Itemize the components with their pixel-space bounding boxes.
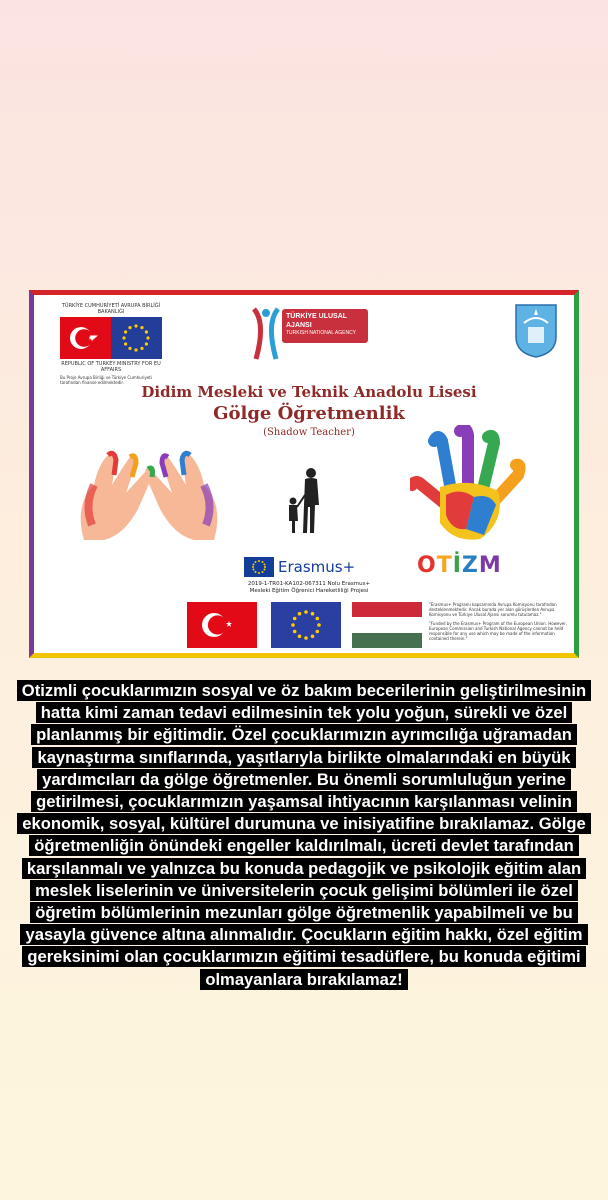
parent-child-silhouette <box>284 465 324 535</box>
eu-flag-icon <box>244 557 274 577</box>
funding-disclaimer <box>429 602 574 641</box>
agency-name: TÜRKİYE ULUSAL AJANSI <box>286 313 347 329</box>
otizm-letter-t: T <box>436 553 453 578</box>
caption-text: Otizmli çocuklarımızın sosyal ve öz bakım becerilerinin geliştirilmesinin hatta kimi zaman tedavi edilmesinin tek yolu yoğun, sürekli ve özel planlanmış bir eğitimdir. Özel çocuklarımızın ayrımcılığa uğramadan kaynaştırma sınıflarında, yaşıtlarıyla birlikte olmalarındaki en büyük yardımcıları da gölge öğretmenler. Bu önemli sorumluluğun yerine getirilmesi, çocuklarımızın yaşamsal ihtiyacının karşılanması velinin ekonomik, sosyal, kültürel durumuna ve inisiyatifine bırakılamaz. Gölge öğretmenliğin önündeki engeller kaldırılmalı, ücreti devlet tarafından karşılanmalı ve yalnızca bu konuda pedagojik ve psikolojik eğitim alan meslek liselerinin ve üniversitelerin çocuk gelişimi bölümleri ile özel öğretim bölümlerinin mezunları gölge öğretmenlik yapabilmeli ve bu yasayla güvence altına alınmalıdır. Çocukların eğitim hakkı, özel eğitim gereksinimi olan çocuklarımızın eğitimi tesadüflere, bu konuda eğitimi olmayanlara bırakılamaz! <box>17 680 591 990</box>
erasmus-logo <box>244 557 354 577</box>
hungary-flag <box>352 602 422 648</box>
funding-disclaimer-tr: "Erasmus+ Programı kapsamında Avrupa Komisyonu tarafından desteklenmektedir. Ancak burada yer alan görüşlerden Avrupa Komisyonu ve Türkiye Ulusal Ajansı sorumlu tutulamaz." <box>429 602 557 618</box>
painted-hand-illustration <box>410 425 530 555</box>
project-line-2: Mesleki Eğitim Öğrenici Hareketliliği Projesi <box>249 588 369 594</box>
school-emblem-icon <box>514 303 558 359</box>
school-name: Didim Mesleki ve Teknik Anadolu Lisesi <box>141 383 477 401</box>
funding-disclaimer-en: "Funded by the Erasmus+ Program of the European Union. However, European Commission and Turkish National Agency cannot be held responsible for any use which may be made of the information contained therein." <box>429 620 568 642</box>
eu-flag-icon <box>111 317 162 359</box>
poster-subtitle: (Shadow Teacher) <box>263 427 355 438</box>
ministry-note: Bu Proje Avrupa Birliği ve Türkiye Cumhuriyeti tarafından finanse edilmektedir. <box>60 375 152 385</box>
erasmus-label: Erasmus+ <box>278 558 356 576</box>
project-info <box>224 581 394 595</box>
eu-flag <box>271 602 341 648</box>
otizm-letter-m: M <box>478 553 502 578</box>
otizm-letter-i: İ <box>452 553 462 578</box>
otizm-letter-o: O <box>417 553 437 578</box>
poster-title: Gölge Öğretmenlik <box>213 403 405 424</box>
otizm-wordmark <box>417 553 502 578</box>
eu-ministry-logo <box>60 303 162 385</box>
turkish-flag-icon <box>60 317 111 359</box>
turkey-flag <box>187 602 257 648</box>
agency-emblem-icon <box>248 303 284 363</box>
national-agency-logo <box>248 303 366 363</box>
story-image <box>29 290 579 658</box>
story-caption <box>14 680 594 991</box>
ministry-caption-bottom: REPUBLIC OF TURKEY MINISTRY FOR EU AFFAIRS <box>61 361 161 373</box>
otizm-letter-z: Z <box>461 553 479 578</box>
heart-hands-illustration <box>64 445 234 545</box>
project-line-1: 2019-1-TR01-KA102-067311 Nolu Erasmus+ <box>247 581 371 587</box>
ministry-caption-top: TÜRKİYE CUMHURİYETİ AVRUPA BİRLİĞİ BAKANLIĞI <box>61 303 161 315</box>
agency-name-en: TURKISH NATIONAL AGENCY <box>286 330 357 336</box>
